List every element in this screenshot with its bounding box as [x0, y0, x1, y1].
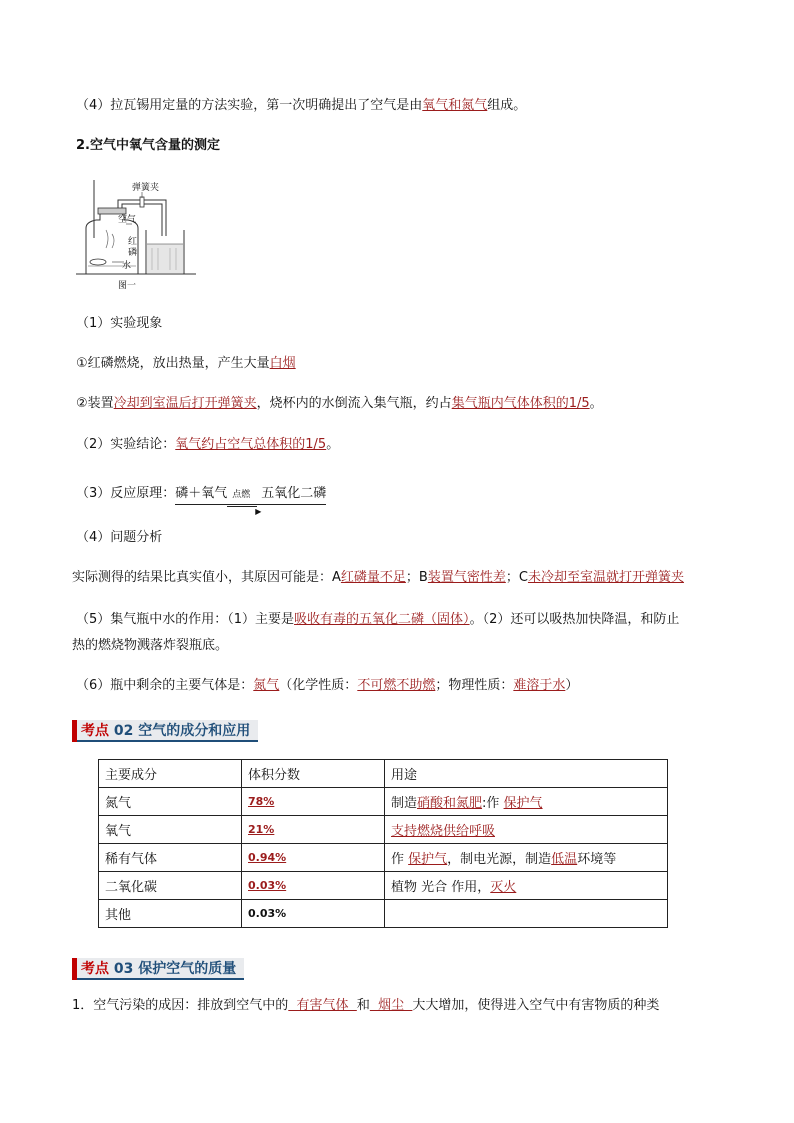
label-clamp: 弹簧夹	[132, 183, 160, 193]
heading-prefix: 考点	[81, 723, 109, 739]
text: 。（2）还可以吸热加快降温，和防止	[469, 612, 680, 627]
component-cell: 二氧化碳	[99, 872, 242, 900]
text: 。	[589, 396, 603, 411]
text: （6）瓶中剩余的主要气体是：	[76, 678, 254, 693]
table-row	[99, 844, 668, 872]
use-cell	[385, 844, 668, 872]
heading-number: 03	[109, 961, 139, 977]
use-text: 制造	[391, 796, 418, 811]
text: 1．空气污染的成因：排放到空气中的	[72, 998, 289, 1013]
component-cell: 其他	[99, 900, 242, 928]
products: 五氧化二磷	[261, 486, 327, 501]
table-header-row	[99, 760, 668, 788]
answer-underlined: 氧气约占空气总体积的1/5	[175, 437, 327, 452]
use-answer-underlined: 保护气	[503, 796, 543, 811]
apparatus-figure	[76, 178, 196, 290]
header-cell: 主要成分	[99, 760, 242, 788]
answer-underlined: 氮气	[253, 678, 280, 693]
paragraph-pollution-causes	[72, 996, 659, 1016]
use-cell	[385, 872, 668, 900]
answer-underlined: 氧气和氮气	[422, 98, 488, 113]
label-air: 空气	[118, 215, 137, 225]
use-answer-underlined: 低温	[551, 852, 578, 867]
use-text: 环境等	[577, 852, 617, 867]
text: （5）集气瓶中水的作用：（1）主要是	[76, 612, 295, 627]
text: （化学性质：	[279, 678, 358, 693]
label-red: 红	[128, 237, 138, 247]
q1-phenomenon-b	[76, 394, 603, 414]
q4-analysis	[72, 568, 684, 588]
answer-underlined: 吸收有毒的五氧化二磷（固体）	[294, 612, 470, 627]
use-text: ，制电光源，制造	[447, 852, 552, 867]
answer-underlined: 红磷量不足	[340, 570, 406, 585]
reaction-condition: 点燃	[232, 490, 251, 500]
table-row	[99, 816, 668, 844]
fraction-value: 0.03%	[248, 907, 287, 920]
fraction-cell	[242, 844, 385, 872]
heading-prefix: 考点	[81, 961, 109, 977]
answer-underlined: 白烟	[269, 356, 296, 371]
reactants: 磷＋氧气	[175, 486, 228, 501]
q3-reaction	[76, 484, 327, 516]
text: ；B	[405, 570, 428, 585]
q6-remaining-gas	[76, 676, 578, 696]
q5-line2: 热的燃烧物溅落炸裂瓶底。	[72, 638, 229, 653]
q5-water-role	[76, 610, 679, 630]
component-cell: 稀有气体	[99, 844, 242, 872]
use-text: 作	[391, 852, 409, 867]
use-answer-underlined: 保护气	[408, 852, 448, 867]
q2-conclusion	[76, 435, 339, 455]
heading-number: 02	[109, 723, 139, 739]
text: ；C	[505, 570, 528, 585]
answer-underlined: 集气瓶内气体体积的1/5	[451, 396, 590, 411]
answer-underlined: 难溶于水	[513, 678, 566, 693]
heading-title: 空气的成分和应用	[138, 723, 251, 739]
q4-title: （4）问题分析	[76, 530, 163, 545]
section-title-oxygen-measurement: 2.空气中氧气含量的测定	[76, 138, 220, 153]
figure-caption: 图一	[118, 281, 137, 291]
text: （3）反应原理：	[76, 486, 176, 501]
table-row	[99, 900, 668, 928]
label-water: 水	[122, 261, 132, 271]
text: ；物理性质：	[435, 678, 514, 693]
fraction-value: 0.94%	[248, 851, 287, 864]
header-cell: 体积分数	[242, 760, 385, 788]
use-cell	[385, 788, 668, 816]
answer-underlined: 有害气体	[288, 998, 357, 1013]
q1-title: （1）实验现象	[76, 316, 163, 331]
use-answer-underlined: 硝酸和氮肥	[417, 796, 483, 811]
text: 。	[326, 437, 340, 452]
heading-kaodian-02	[72, 720, 258, 742]
label-phosphorus: 磷	[128, 248, 138, 258]
answer-underlined: 烟尘	[369, 998, 413, 1013]
fraction-cell	[242, 900, 385, 928]
text: 和	[356, 998, 370, 1013]
air-composition-table	[98, 759, 668, 928]
text: ②装置	[76, 396, 114, 411]
use-cell	[385, 816, 668, 844]
fraction-cell	[242, 788, 385, 816]
text: 实际测得的结果比真实值小，其原因可能是：A	[72, 570, 341, 585]
use-text: 植物 光合 作用，	[391, 880, 491, 895]
fraction-value: 78%	[248, 795, 275, 808]
table-row	[99, 872, 668, 900]
answer-underlined: 不可燃不助燃	[357, 678, 436, 693]
fraction-value: 0.03%	[248, 879, 287, 892]
paragraph-lavoisier	[76, 96, 526, 116]
text: 组成。	[487, 98, 527, 113]
text: ，烧杯内的水倒流入集气瓶，约占	[256, 396, 452, 411]
answer-underlined: 未冷却至室温就打开弹簧夹	[527, 570, 684, 585]
use-answer-underlined: 灭火	[490, 880, 517, 895]
text: （2）实验结论：	[76, 437, 176, 452]
answer-underlined: 冷却到室温后打开弹簧夹	[113, 396, 257, 411]
fraction-cell	[242, 872, 385, 900]
text: ①红磷燃烧，放出热量，产生大量	[76, 356, 270, 371]
fraction-cell	[242, 816, 385, 844]
use-answer-underlined: 支持燃烧供给呼吸	[391, 824, 496, 839]
text: （4）拉瓦锡用定量的方法实验，第一次明确提出了空气是由	[76, 98, 423, 113]
table-row	[99, 788, 668, 816]
q1-phenomenon-a	[76, 354, 296, 374]
component-cell: 氮气	[99, 788, 242, 816]
component-cell: 氧气	[99, 816, 242, 844]
reaction-equation: 磷＋氧气 点燃 ▶ 五氧化二磷	[175, 486, 327, 516]
fraction-value: 21%	[248, 823, 275, 836]
answer-underlined: 装置气密性差	[427, 570, 506, 585]
heading-title: 保护空气的质量	[138, 961, 237, 977]
use-cell	[385, 900, 668, 928]
use-text: :作	[482, 796, 504, 811]
header-cell: 用途	[385, 760, 668, 788]
heading-kaodian-03	[72, 958, 244, 980]
text: 大大增加，使得进入空气中有害物质的种类	[412, 998, 660, 1013]
text: ）	[565, 678, 579, 693]
